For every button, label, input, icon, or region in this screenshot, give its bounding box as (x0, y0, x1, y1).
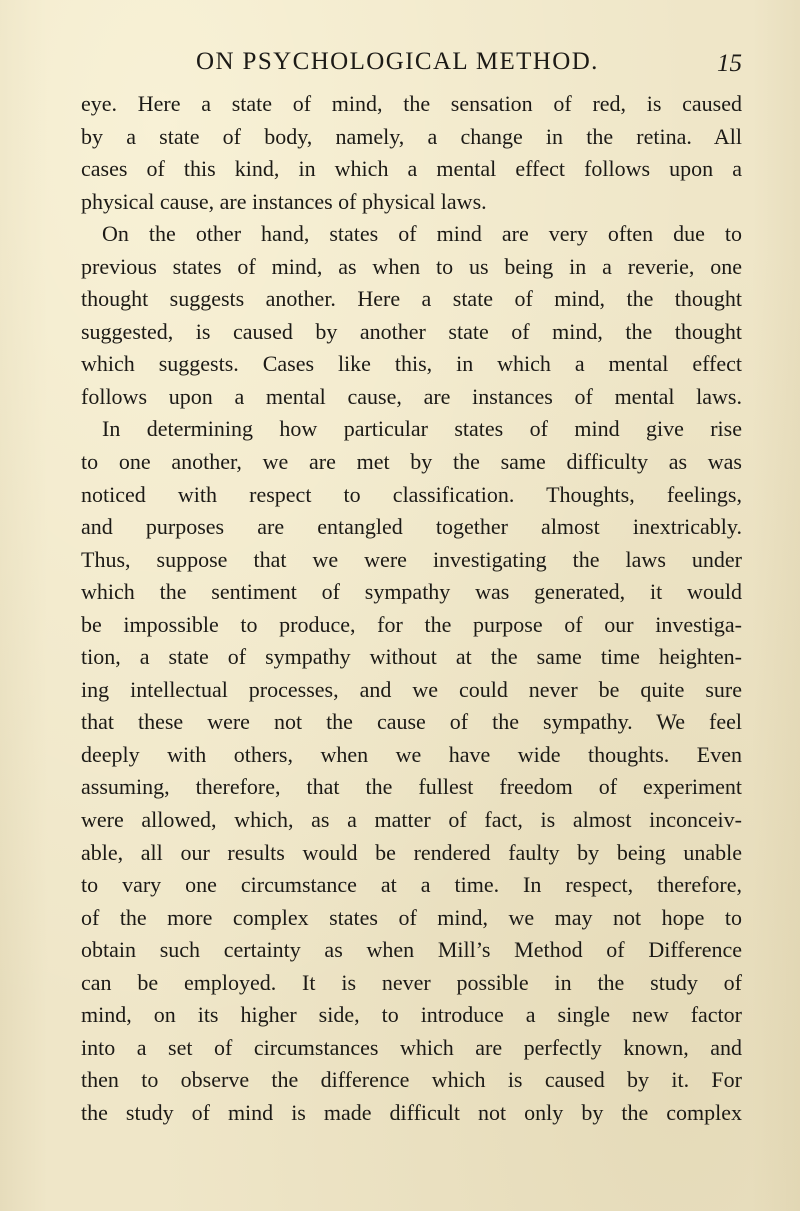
text-line: Thus, suppose that we were investigating the laws under (81, 546, 742, 572)
text-line: which the sentiment of sympathy was generated, it would (81, 579, 742, 605)
text-line: obtain such certainty as when Mill’s Method of Difference (81, 937, 742, 963)
text-line: to one another, we are met by the same difficulty as was (81, 449, 742, 475)
text-line: physical cause, are instances of physical laws. (81, 188, 487, 214)
text-line: which suggests. Cases like this, in which a mental effect (81, 351, 742, 377)
text-line: cases of this kind, in which a mental effect follows upon a (81, 156, 742, 182)
page-number: 15 (717, 50, 742, 77)
text-line: In determining how particular states of mind give rise (102, 416, 742, 442)
text-line: ing intellectual processes, and we could never be quite sure (81, 676, 742, 702)
text-line: tion, a state of sympathy without at the same time heighten- (81, 644, 742, 670)
text-line: and purposes are entangled together almost inextricably. (81, 514, 742, 540)
text-line: that these were not the cause of the sympathy. We feel (81, 709, 742, 735)
text-line: previous states of mind, as when to us being in a reverie, one (81, 253, 742, 279)
text-line: mind, on its higher side, to introduce a single new factor (81, 1002, 742, 1028)
running-title: ON PSYCHOLOGICAL METHOD. (196, 48, 599, 75)
text-line: by a state of body, namely, a change in the retina. All (81, 123, 742, 149)
text-line: able, all our results would be rendered faulty by being unable (81, 839, 742, 865)
body-text (81, 88, 742, 1130)
text-line: be impossible to produce, for the purpose of our investiga- (81, 611, 742, 637)
text-line: noticed with respect to classification. Thoughts, feelings, (81, 481, 742, 507)
text-line: On the other hand, states of mind are very often due to (102, 221, 742, 247)
text-line: were allowed, which, as a matter of fact, is almost inconceiv- (81, 807, 742, 833)
text-line: into a set of circumstances which are perfectly known, and (81, 1034, 742, 1060)
text-line: of the more complex states of mind, we may not hope to (81, 904, 742, 930)
text-line: to vary one circumstance at a time. In respect, therefore, (81, 872, 742, 898)
text-line: the study of mind is made difficult not only by the complex (81, 1099, 742, 1125)
text-line: eye. Here a state of mind, the sensation of red, is caused (81, 91, 742, 116)
running-head (81, 47, 742, 77)
text-line: follows upon a mental cause, are instances of mental laws. (81, 383, 742, 409)
text-line: then to observe the difference which is caused by it. For (81, 1067, 742, 1093)
text-line: suggested, is caused by another state of mind, the thought (81, 318, 742, 344)
text-line: assuming, therefore, that the fullest freedom of experiment (81, 774, 742, 800)
text-line: can be employed. It is never possible in the study of (81, 969, 742, 995)
text-line: deeply with others, when we have wide thoughts. Even (81, 741, 742, 767)
text-line: thought suggests another. Here a state of mind, the thought (81, 286, 742, 312)
